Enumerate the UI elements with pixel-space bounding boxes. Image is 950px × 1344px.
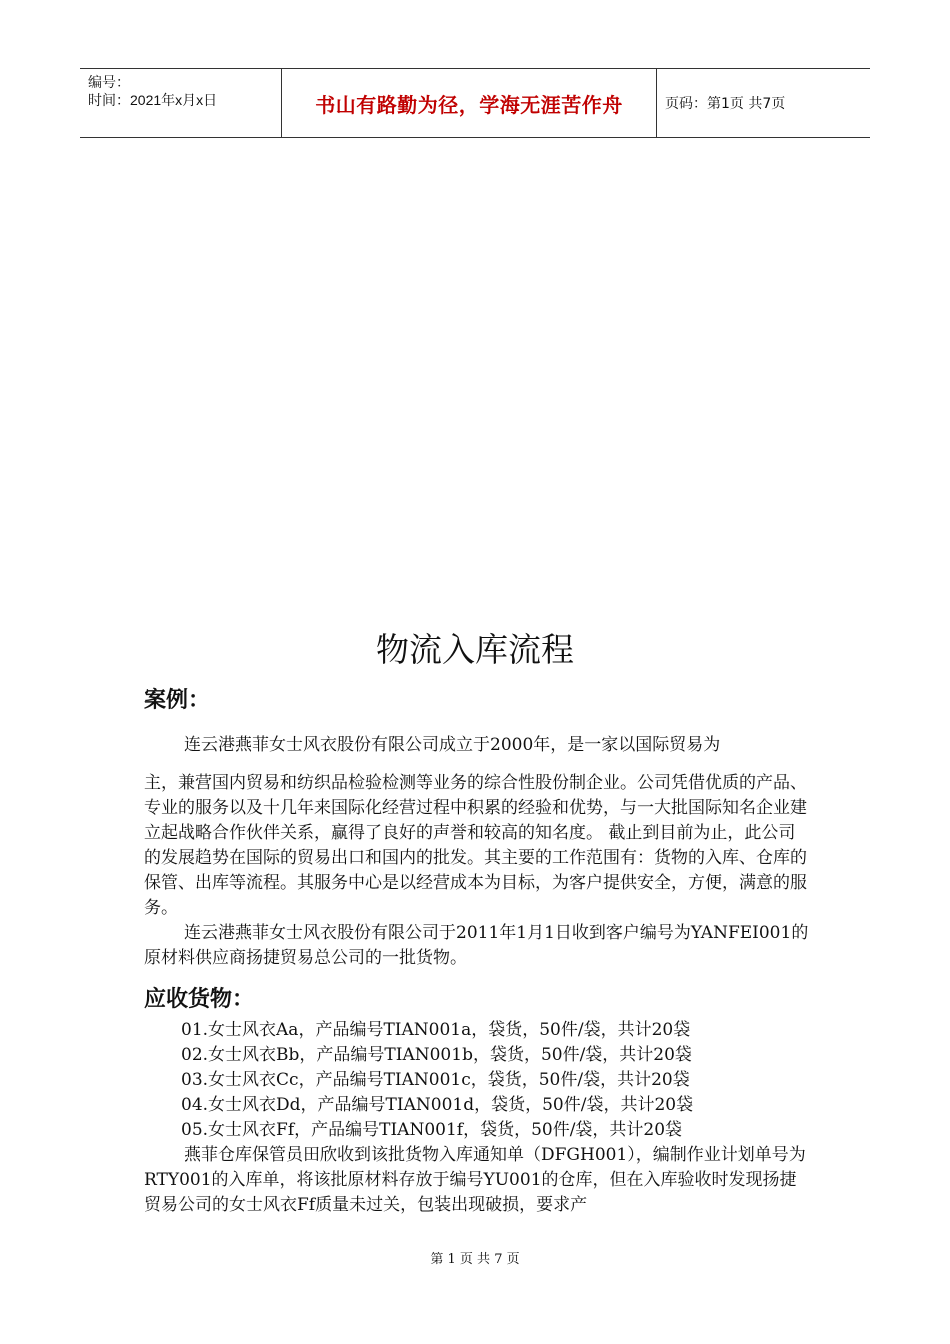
warehouse-text: 燕菲仓库保管员田欣收到该批货物入库通知单（DFGH001），编制作业计划单号为RTY001的入库单，将该批原材料存放于编号YU001的仓库，但在入库验收时发现扬捷贸易公司的女士风衣Ff质量未过关，包装出现破损，要求产 [144, 1145, 806, 1215]
page-footer: 第 1 页 共 7 页 [430, 1252, 520, 1267]
header-motto: 书山有路勤为径，学海无涯苦作舟 [282, 69, 657, 137]
section-heading-case: 案例： [144, 688, 211, 713]
case-received-text: 连云港燕菲女士风衣股份有限公司于2011年1月1日收到客户编号为YANFEI001的原材料供应商扬捷贸易总公司的一批货物。 [144, 923, 809, 968]
code-label: 编号： [88, 74, 130, 90]
goods-list [144, 1018, 812, 1143]
list-item: 04.女士风衣Dd，产品编号TIAN001d，袋货，50件/袋，共计20袋 [181, 1095, 694, 1115]
list-item: 01.女士风衣Aa，产品编号TIAN001a，袋货，50件/袋，共计20袋 [181, 1020, 691, 1040]
header-meta [80, 69, 282, 137]
case-body-text: 主，兼营国内贸易和纺织品检验检测等业务的综合性股份制企业。公司凭借优质的产品、专业的服务以及十几年来国际化经营过程中积累的经验和优势，与一大批国际知名企业建立起战略合作伙伴关系，赢得了良好的声誉和较高的知名度。 截止到目前为止，此公司的发展趋势在国际的贸易出口和国内的批发。其主要的工作范围有：货物的入库、仓库的保管、出库等流程。其服务中心是以经营成本为目标，为客户提供安全，方便，满意的服务。 [144, 773, 807, 918]
document-header [80, 68, 870, 138]
list-item: 02.女士风衣Bb，产品编号TIAN001b，袋货，50件/袋，共计20袋 [181, 1045, 692, 1065]
case-intro-line: 连云港燕菲女士风衣股份有限公司成立于2000年，是一家以国际贸易为 [184, 735, 721, 755]
header-page-info: 页码：第1页 共7页 [665, 96, 786, 112]
section-heading-goods: 应收货物： [144, 987, 255, 1012]
list-item: 05.女士风衣Ff，产品编号TIAN001f，袋货，50件/袋，共计20袋 [181, 1120, 683, 1140]
case-body [144, 771, 812, 971]
list-item: 03.女士风衣Cc，产品编号TIAN001c，袋货，50件/袋，共计20袋 [181, 1070, 690, 1090]
page-title: 物流入库流程 [376, 630, 574, 669]
time-label: 时间：2021年x月x日 [88, 92, 218, 108]
